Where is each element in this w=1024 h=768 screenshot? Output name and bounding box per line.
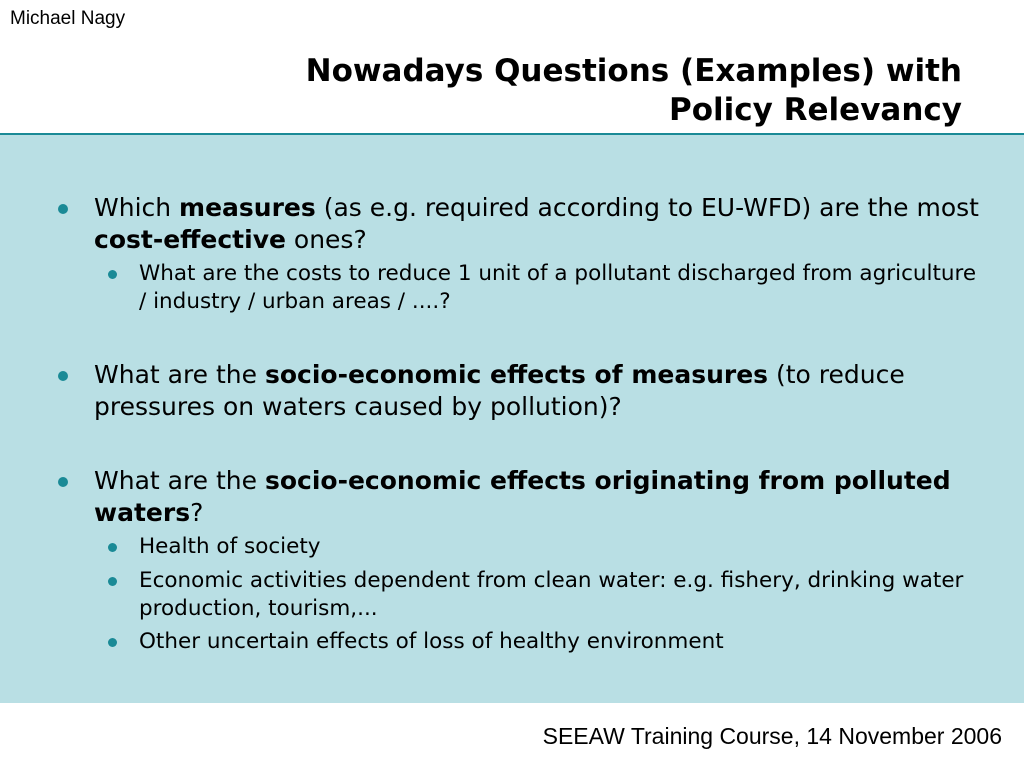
bullet-text: Which bbox=[94, 193, 180, 222]
bullet-effects-of-measures bbox=[94, 359, 994, 423]
bullet-bold-text: measures bbox=[179, 193, 316, 222]
bullet-dot-icon bbox=[58, 477, 68, 487]
bullet-dot-icon bbox=[58, 371, 68, 381]
bullet-text: What are the bbox=[94, 466, 265, 495]
sub-bullet-text: Health of society bbox=[139, 534, 321, 559]
bullet-text: What are the bbox=[94, 360, 265, 389]
sub-bullet-dot-icon bbox=[108, 638, 117, 647]
title-line-2: Policy Relevancy bbox=[669, 92, 962, 128]
bullet-text: (as e.g. required according to EU-WFD) are the most bbox=[315, 193, 979, 222]
bullet-text: ones? bbox=[285, 225, 367, 254]
bullet-text: ? bbox=[190, 498, 204, 527]
sub-bullet-dot-icon bbox=[108, 270, 117, 279]
sub-bullet-text: Other uncertain effects of loss of healthy environment bbox=[139, 629, 724, 654]
title-line-1: Nowadays Questions (Examples) with bbox=[305, 53, 962, 89]
bullet-bold-text: socio-economic effects of measures bbox=[264, 360, 769, 389]
sub-bullet-health bbox=[139, 533, 989, 561]
bullet-measures bbox=[94, 192, 994, 256]
sub-bullet-text: What are the costs to reduce 1 unit of a pollutant discharged from agriculture / industry / urban areas / ....? bbox=[139, 261, 977, 314]
bullet-text: (to reduce pressures on waters caused by pollution)? bbox=[94, 360, 905, 421]
bullet-bold-text: cost-effective bbox=[94, 225, 286, 254]
sub-bullet-text: Economic activities dependent from clean water: e.g. fishery, drinking water production, tourism,... bbox=[139, 568, 964, 621]
bullet-effects-polluted-waters bbox=[94, 465, 994, 529]
slide-title bbox=[142, 52, 962, 130]
bullet-bold-text: socio-economic effects originating from polluted waters bbox=[94, 466, 951, 527]
sub-bullet-dot-icon bbox=[108, 543, 117, 552]
sub-bullet-economic-activities bbox=[139, 567, 989, 623]
author-name: Michael Nagy bbox=[10, 8, 126, 29]
footer-text: SEEAW Training Course, 14 November 2006 bbox=[542, 723, 1002, 749]
sub-bullet-costs bbox=[139, 260, 989, 316]
sub-bullet-dot-icon bbox=[108, 577, 117, 586]
bullet-dot-icon bbox=[58, 204, 68, 214]
sub-bullet-other-effects bbox=[139, 628, 989, 656]
